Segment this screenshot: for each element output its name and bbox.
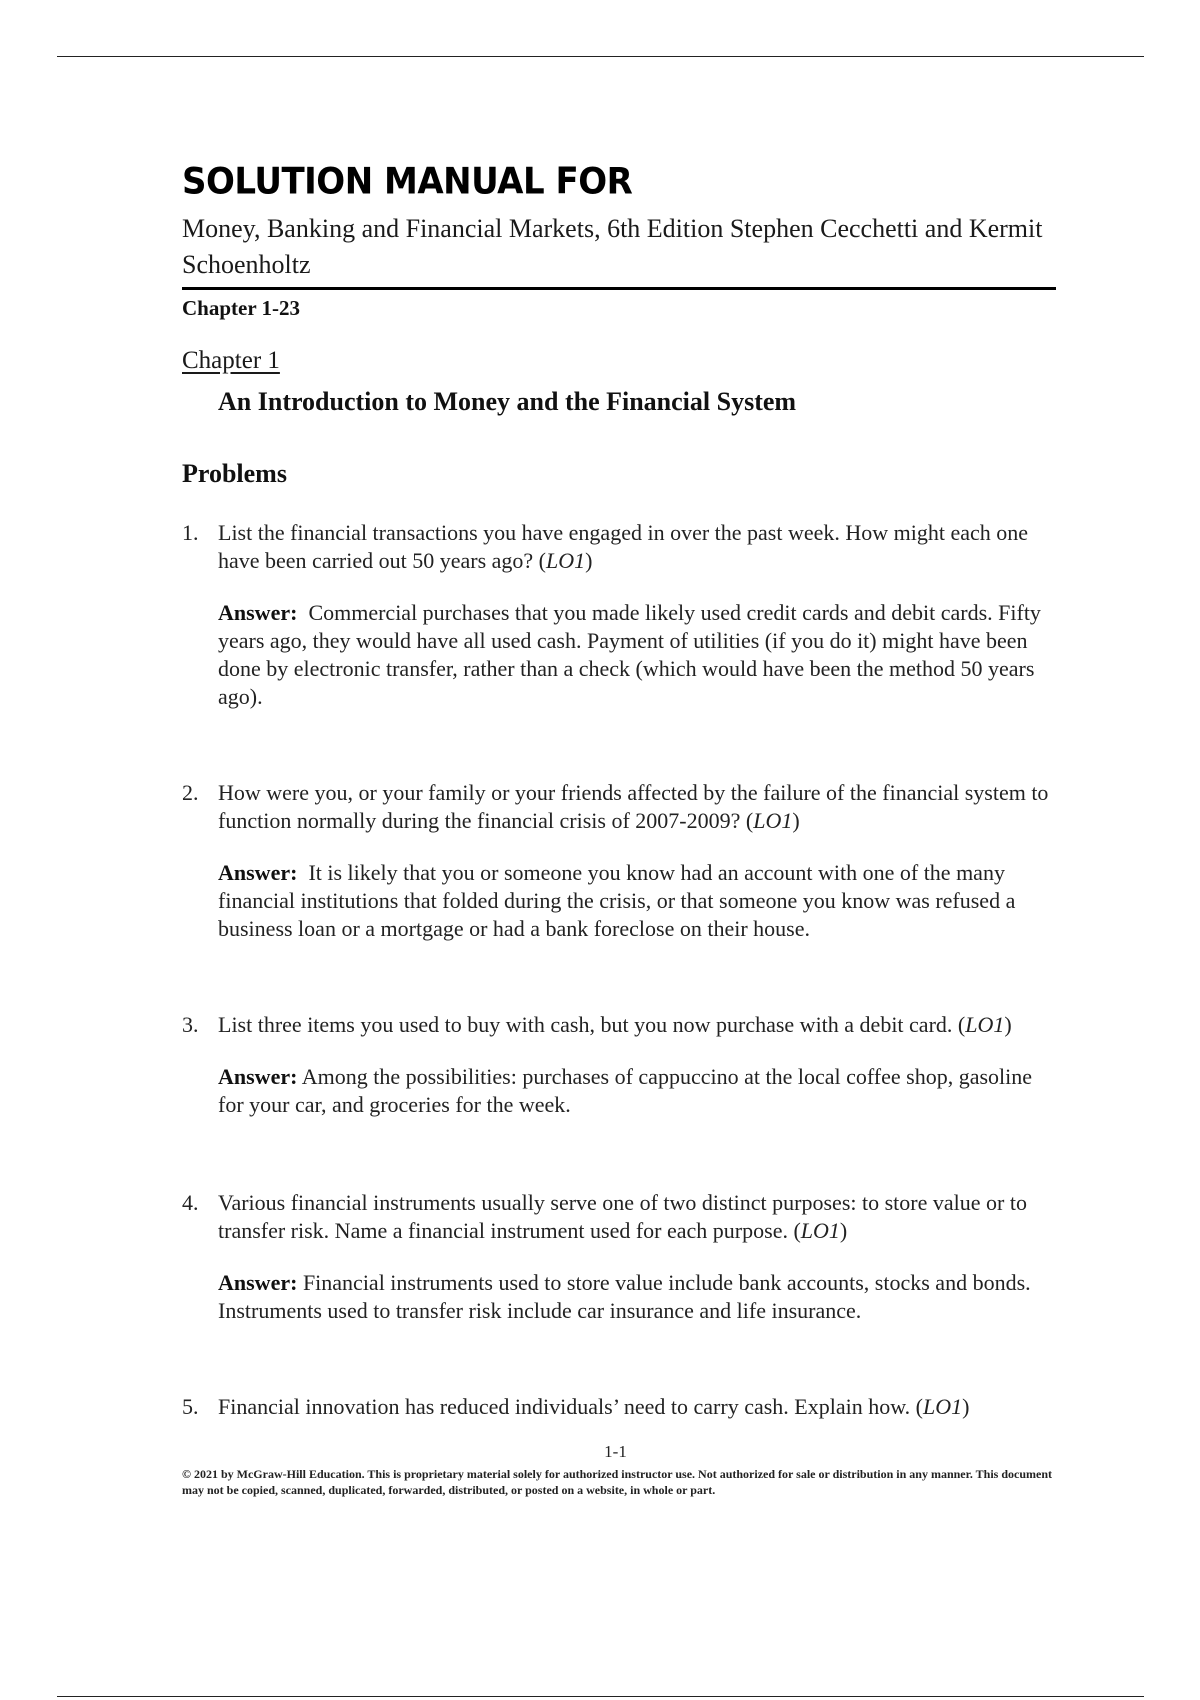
main-title: SOLUTION MANUAL FOR (182, 160, 633, 204)
learning-objective: LO1 (965, 1011, 1005, 1037)
learning-objective: LO1 (800, 1217, 840, 1243)
answer (218, 1063, 1062, 1119)
question-text: Various financial instruments usually serve one of two distinct purposes: to store value or to transfer risk. Name a financial instrument used for each purpose. ( (218, 1189, 1027, 1243)
page-number: 1-1 (604, 1442, 627, 1461)
answer (218, 859, 1062, 943)
problem-number: 2. (182, 779, 199, 805)
learning-objective: LO1 (753, 807, 793, 833)
problem-number: 1. (182, 519, 199, 545)
problem-list (182, 519, 1062, 1421)
question-close: ) (839, 1217, 848, 1243)
top-rule (57, 56, 1144, 57)
problem-question (218, 1393, 1062, 1421)
problem-item (182, 519, 1062, 711)
answer-text: Among the possibilities: purchases of cappuccino at the local coffee shop, gasoline for your car, and groceries for the week. (218, 1063, 1033, 1117)
answer-label: Answer: (218, 1269, 298, 1295)
problem-item (182, 1189, 1062, 1325)
question-close: ) (585, 547, 593, 573)
problem-item (182, 779, 1062, 943)
answer-label: Answer: (218, 599, 298, 625)
chapter-label: Chapter 1 (182, 346, 280, 374)
question-text: List three items you used to buy with cash, but you now purchase with a debit card. ( (218, 1011, 966, 1037)
problem-number: 5. (182, 1393, 199, 1419)
page-content (182, 160, 1062, 1421)
answer-text: Commercial purchases that you made likely used credit cards and debit cards. Fifty years ago, they would have all used cash. Payment of utilities (if you do it) might have been done by electronic transfer, rather than a check (which would have been the method 50 years ago). (218, 599, 1041, 709)
chapter-range: Chapter 1-23 (182, 295, 301, 320)
problem-item (182, 1393, 1062, 1421)
answer (218, 1269, 1062, 1325)
problem-number: 3. (182, 1011, 199, 1037)
problems-heading: Problems (182, 458, 287, 488)
answer-text: Financial instruments used to store value include bank accounts, stocks and bonds. Instruments used to transfer risk include car insurance and life insurance. (218, 1269, 1031, 1323)
answer-label: Answer: (218, 859, 298, 885)
book-title: Money, Banking and Financial Markets, 6th Edition Stephen Cecchetti and Kermit Schoenholtz (182, 211, 1056, 290)
question-close: ) (1004, 1011, 1012, 1037)
question-text: How were you, or your family or your friends affected by the failure of the financial system to function normally during the financial crisis of 2007-2009? ( (218, 779, 1049, 833)
learning-objective: LO1 (923, 1393, 963, 1419)
problem-question (218, 1011, 1062, 1039)
question-text: List the financial transactions you have engaged in over the past week. How might each one have been carried out 50 years ago? ( (218, 519, 1029, 573)
problem-item (182, 1011, 1062, 1119)
question-close: ) (962, 1393, 970, 1419)
problem-question (218, 779, 1062, 835)
answer (218, 599, 1062, 711)
question-close: ) (792, 807, 800, 833)
chapter-title: An Introduction to Money and the Financial System (218, 386, 797, 416)
learning-objective: LO1 (546, 547, 586, 573)
problem-question (218, 519, 1062, 575)
copyright-notice: © 2021 by McGraw-Hill Education. This is proprietary material solely for authorized instructor use. Not authorized for sale or distribution in any manner. This document may not be copied, scanned, duplicated, forwarded, distributed, or posted on a website, in whole or part. (182, 1467, 1052, 1497)
problem-question (218, 1189, 1062, 1245)
question-text: Financial innovation has reduced individuals’ need to carry cash. Explain how. ( (218, 1393, 924, 1419)
answer-text: It is likely that you or someone you know had an account with one of the many financial institutions that folded during the crisis, or that someone you know was refused a business loan or a mortgage or had a bank foreclose on their house. (218, 859, 1016, 941)
answer-label: Answer: (218, 1063, 298, 1089)
bottom-rule (57, 1696, 1144, 1697)
problem-number: 4. (182, 1189, 199, 1215)
